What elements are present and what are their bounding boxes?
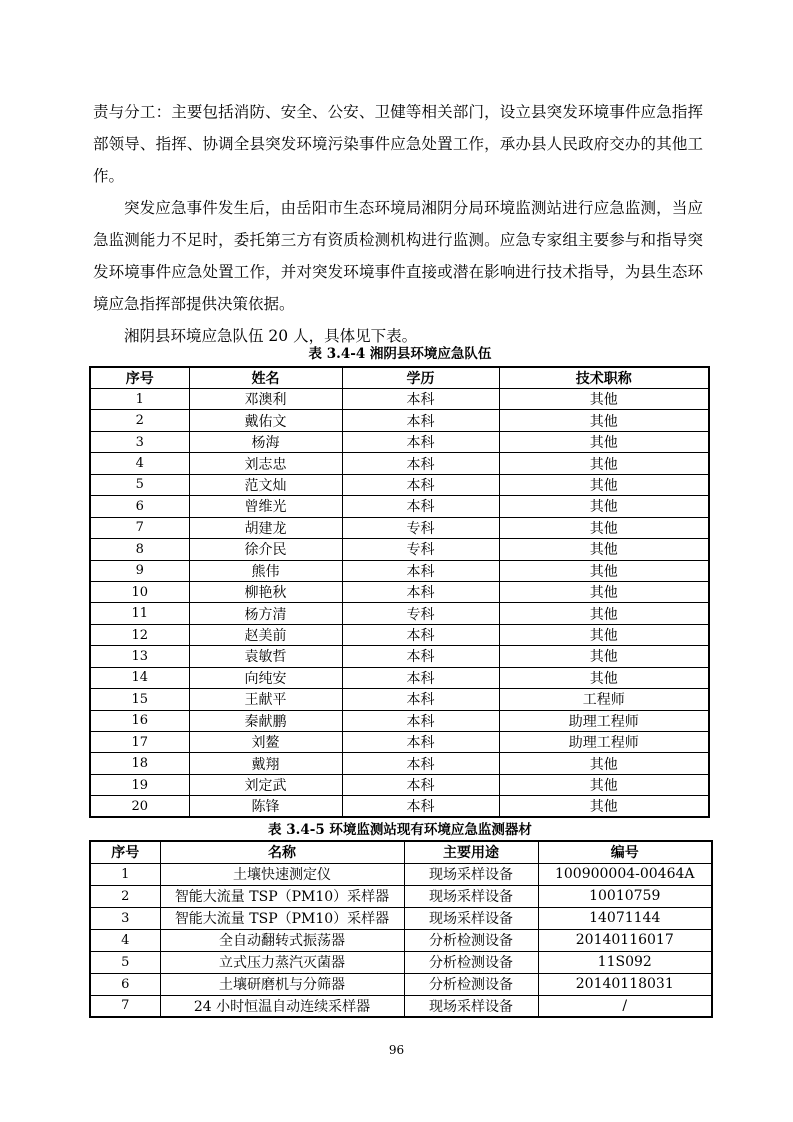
table-cell: 100900004-00464A	[538, 863, 712, 885]
table-cell: 胡建龙	[189, 517, 342, 538]
table-cell: 其他	[499, 517, 709, 538]
table-cell: 全自动翻转式振荡器	[160, 929, 404, 951]
table-cell: 专科	[342, 517, 499, 538]
table-cell: 本科	[342, 431, 499, 452]
table-row	[90, 907, 712, 929]
equipment-table-caption: 表 3.4-5 环境监测站现有环境应急监测器材	[268, 822, 532, 838]
header-cell: 学历	[342, 367, 499, 389]
header-cell: 姓名	[189, 367, 342, 389]
table-cell: 20140116017	[538, 929, 712, 951]
table-cell: 4	[90, 929, 160, 951]
table-cell: 1	[90, 863, 160, 885]
table-cell: 戴翔	[189, 753, 342, 774]
paragraph-responsibilities: 责与分工：主要包括消防、安全、公安、卫健等相关部门，设立县突发环境事件应急指挥部领导、指挥、协调全县突发环境污染事件应急处置工作，承办县人民政府交办的其他工作。	[93, 103, 703, 185]
table-cell: 其他	[499, 646, 709, 667]
table-cell: 11S092	[538, 951, 712, 973]
table-cell: 12	[90, 624, 189, 645]
table-row	[90, 474, 709, 495]
table-cell: /	[538, 995, 712, 1017]
table-cell: 20140118031	[538, 973, 712, 995]
table-cell: 8	[90, 539, 189, 560]
table-cell: 20	[90, 796, 189, 818]
table-cell: 其他	[499, 560, 709, 581]
table-row	[90, 885, 712, 907]
table-cell: 陈锋	[189, 796, 342, 818]
table-cell: 5	[90, 951, 160, 973]
table-cell: 袁敏哲	[189, 646, 342, 667]
table-row	[90, 929, 712, 951]
table-cell: 18	[90, 753, 189, 774]
table-cell: 现场采样设备	[404, 907, 538, 929]
table-cell: 其他	[499, 667, 709, 688]
table-cell: 本科	[342, 689, 499, 710]
table-cell: 助理工程师	[499, 732, 709, 753]
table-cell: 7	[90, 995, 160, 1017]
table-row	[90, 453, 709, 474]
table-row	[90, 753, 709, 774]
table-cell: 现场采样设备	[404, 885, 538, 907]
table-cell: 本科	[342, 732, 499, 753]
table-cell: 本科	[342, 667, 499, 688]
table-cell: 邓澳利	[189, 389, 342, 410]
table-cell: 向纯安	[189, 667, 342, 688]
table-cell: 其他	[499, 389, 709, 410]
table-cell: 其他	[499, 796, 709, 818]
table-cell: 立式压力蒸汽灭菌器	[160, 951, 404, 973]
table-cell: 现场采样设备	[404, 863, 538, 885]
table-row	[90, 995, 712, 1017]
table-cell: 本科	[342, 453, 499, 474]
table-cell: 其他	[499, 774, 709, 795]
table-cell: 助理工程师	[499, 710, 709, 731]
table-cell: 本科	[342, 753, 499, 774]
table-cell: 6	[90, 496, 189, 517]
table-cell: 柳艳秋	[189, 581, 342, 602]
table-cell: 其他	[499, 474, 709, 495]
table-row	[90, 517, 709, 538]
table-row	[90, 603, 709, 624]
table-cell: 戴佑文	[189, 410, 342, 431]
table-row	[90, 667, 709, 688]
table-cell: 1	[90, 389, 189, 410]
table-row	[90, 389, 709, 410]
table-cell: 其他	[499, 410, 709, 431]
table-cell: 本科	[342, 646, 499, 667]
table-cell: 11	[90, 603, 189, 624]
table-cell: 本科	[342, 624, 499, 645]
table-row	[90, 539, 709, 560]
header-cell: 主要用途	[404, 841, 538, 863]
table-cell: 其他	[499, 496, 709, 517]
table-cell: 分析检测设备	[404, 973, 538, 995]
table-cell: 本科	[342, 560, 499, 581]
table-cell: 其他	[499, 539, 709, 560]
table-cell: 本科	[342, 581, 499, 602]
table-cell: 智能大流量 TSP（PM10）采样器	[160, 907, 404, 929]
team-table-header	[90, 367, 709, 389]
table-cell: 10	[90, 581, 189, 602]
table-cell: 15	[90, 689, 189, 710]
table-cell: 秦献鹏	[189, 710, 342, 731]
table-cell: 19	[90, 774, 189, 795]
table-row	[90, 431, 709, 452]
table-row	[90, 951, 712, 973]
equipment-table-header	[90, 841, 712, 863]
table-cell: 刘鳌	[189, 732, 342, 753]
table-cell: 刘定武	[189, 774, 342, 795]
table-cell: 14	[90, 667, 189, 688]
table-cell: 分析检测设备	[404, 951, 538, 973]
table-cell: 本科	[342, 389, 499, 410]
header-cell: 名称	[160, 841, 404, 863]
table-cell: 土壤研磨机与分筛器	[160, 973, 404, 995]
table-cell: 3	[90, 431, 189, 452]
table-cell: 本科	[342, 710, 499, 731]
table-cell: 其他	[499, 603, 709, 624]
header-cell: 序号	[90, 367, 189, 389]
table-row	[90, 624, 709, 645]
table-row	[90, 689, 709, 710]
team-table-caption: 表 3.4-4 湘阴县环境应急队伍	[308, 346, 492, 362]
table-cell: 其他	[499, 581, 709, 602]
table-cell: 本科	[342, 796, 499, 818]
table-cell: 6	[90, 973, 160, 995]
table-cell: 曾维光	[189, 496, 342, 517]
table-cell: 杨方清	[189, 603, 342, 624]
table-cell: 其他	[499, 753, 709, 774]
table-cell: 熊伟	[189, 560, 342, 581]
table-row	[90, 732, 709, 753]
table-cell: 本科	[342, 774, 499, 795]
table-row	[90, 496, 709, 517]
table-cell: 范文灿	[189, 474, 342, 495]
table-row	[90, 863, 712, 885]
table-cell: 9	[90, 560, 189, 581]
table-cell: 其他	[499, 431, 709, 452]
table-cell: 本科	[342, 474, 499, 495]
table-cell: 其他	[499, 624, 709, 645]
table-cell: 24 小时恒温自动连续采样器	[160, 995, 404, 1017]
table-cell: 本科	[342, 496, 499, 517]
header-cell: 编号	[538, 841, 712, 863]
header-cell: 序号	[90, 841, 160, 863]
table-row	[90, 646, 709, 667]
table-cell: 王献平	[189, 689, 342, 710]
table-row	[90, 796, 709, 818]
table-cell: 其他	[499, 453, 709, 474]
table-row	[90, 710, 709, 731]
table-cell: 赵美前	[189, 624, 342, 645]
table-cell: 智能大流量 TSP（PM10）采样器	[160, 885, 404, 907]
table-cell: 土壤快速测定仪	[160, 863, 404, 885]
table-cell: 4	[90, 453, 189, 474]
table-cell: 16	[90, 710, 189, 731]
table-row	[90, 973, 712, 995]
table-cell: 2	[90, 885, 160, 907]
paragraph-team-intro: 湘阴县环境应急队伍 20 人，具体见下表。	[124, 327, 418, 345]
table-cell: 现场采样设备	[404, 995, 538, 1017]
table-cell: 13	[90, 646, 189, 667]
table-cell: 工程师	[499, 689, 709, 710]
table-cell: 分析检测设备	[404, 929, 538, 951]
table-row	[90, 581, 709, 602]
table-cell: 7	[90, 517, 189, 538]
table-cell: 10010759	[538, 885, 712, 907]
table-cell: 专科	[342, 539, 499, 560]
equipment-table	[89, 840, 713, 1018]
table-cell: 14071144	[538, 907, 712, 929]
table-cell: 杨海	[189, 431, 342, 452]
table-cell: 本科	[342, 410, 499, 431]
table-row	[90, 560, 709, 581]
table-cell: 3	[90, 907, 160, 929]
page-number: 96	[388, 1043, 405, 1057]
table-row	[90, 774, 709, 795]
table-cell: 2	[90, 410, 189, 431]
table-cell: 17	[90, 732, 189, 753]
table-cell: 刘志忠	[189, 453, 342, 474]
team-table	[89, 366, 710, 818]
table-cell: 专科	[342, 603, 499, 624]
paragraph-emergency-monitoring: 突发应急事件发生后，由岳阳市生态环境局湘阴分局环境监测站进行应急监测，当应急监测能力不足时，委托第三方有资质检测机构进行监测。应急专家组主要参与和指导突发环境事件应急处置工作，并对突发环境事件直接或潜在影响进行技术指导，为县生态环境应急指挥部提供决策依据。	[93, 199, 703, 313]
table-cell: 5	[90, 474, 189, 495]
table-row	[90, 410, 709, 431]
header-cell: 技术职称	[499, 367, 709, 389]
table-cell: 徐介民	[189, 539, 342, 560]
